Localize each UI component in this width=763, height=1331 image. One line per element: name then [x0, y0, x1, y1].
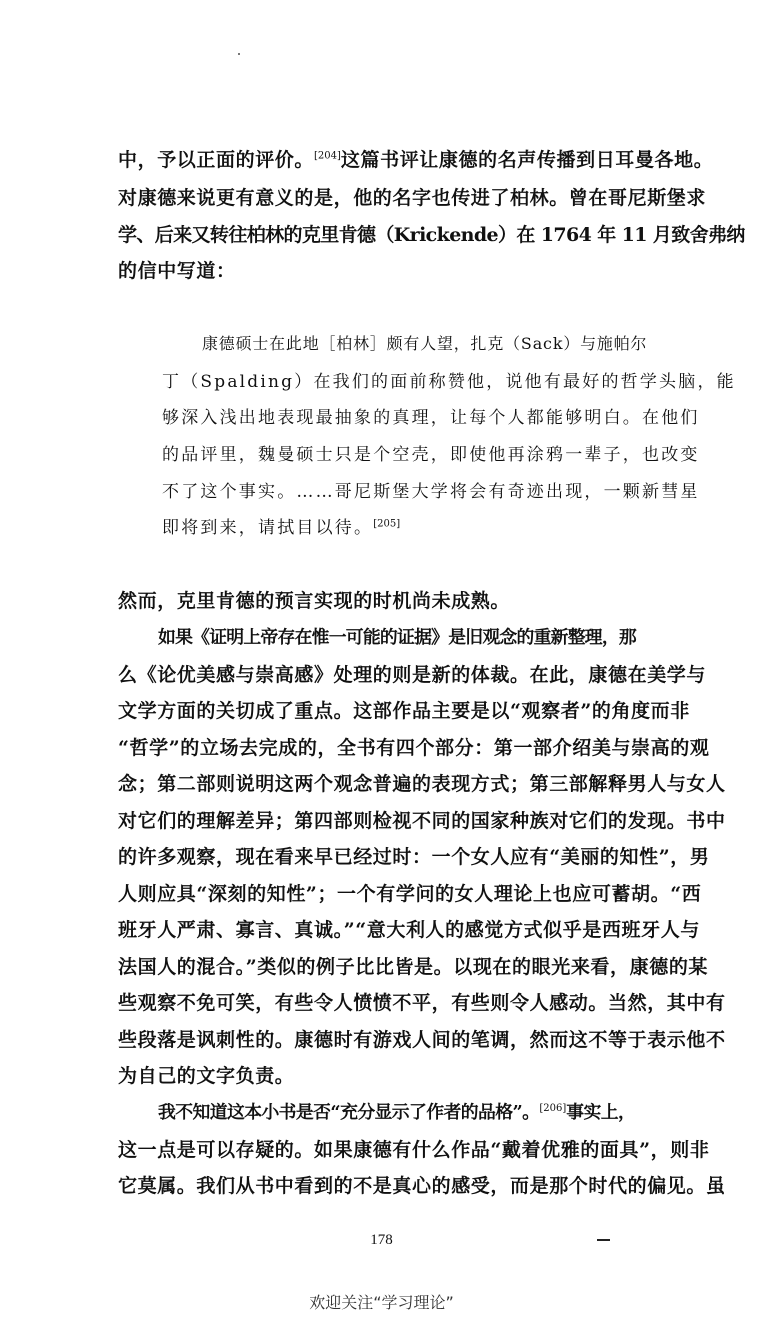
paragraph-3-line-5: 念；第二部则说明这两个观念普遍的表现方式；第三部解释男人与女人 — [118, 773, 726, 795]
paragraph-3-line-4: “哲学”的立场去完成的，全书有四个部分：第一部介绍美与崇高的观 — [118, 737, 710, 759]
paragraph-1-line-1 — [118, 148, 743, 172]
footnote-ref-206: [206] — [539, 1103, 567, 1115]
footnote-ref-205: [205] — [373, 518, 401, 530]
paragraph-3-line-9: 班牙人严肃、寡言、真诚。”“意大利人的感觉方式似乎是西班牙人与 — [118, 919, 700, 941]
paragraph-3-line-6: 对它们的理解差异；第四部则检视不同的国家种族对它们的发现。书中 — [118, 810, 726, 832]
footer-watermark-text: 欢迎关注“学习理论” — [309, 1293, 454, 1312]
text-segment: 事实上， — [566, 1102, 636, 1123]
quote-line-1: 康德硕士在此地［柏林］颇有人望，扎克（Sack）与施帕尔 — [202, 334, 648, 353]
text-segment: 我不知道这本小书是否“充分显示了作者的品格”。 — [158, 1102, 540, 1123]
quote-line-3: 够深入浅出地表现最抽象的真理，让每个人都能够明白。在他们 — [162, 408, 700, 428]
paragraph-4-line-3: 它莫属。我们从书中看到的不是真心的感受，而是那个时代的偏见。虽 — [118, 1175, 726, 1197]
text-segment: 中，予以正面的评价。 — [118, 149, 315, 171]
paragraph-3-line-3: 文学方面的关切成了重点。这部作品主要是以“观察者”的角度而非 — [118, 700, 690, 722]
paragraph-1-line-2: 对康德来说更有意义的是，他的名字也传进了柏林。曾在哥尼斯堡求 — [118, 187, 707, 209]
quote-line-6 — [162, 516, 742, 540]
paragraph-3-line-11: 些观察不免可笑，有些令人愤愤不平，有些则令人感动。当然，其中有 — [118, 992, 726, 1014]
paragraph-4-line-1 — [158, 1101, 763, 1125]
quote-line-4: 的品评里，魏曼硕士只是个空壳，即使他再涂鸦一辈子，也改变 — [162, 445, 700, 465]
paragraph-3-line-13: 为自己的文字负责。 — [118, 1065, 295, 1087]
paragraph-1-line-4: 的信中写道： — [118, 260, 236, 282]
text-segment: 即将到来，请拭目以待。 — [162, 518, 374, 538]
paragraph-3-line-8: 人则应具“深刻的知性”；一个有学问的女人理论上也应可蓄胡。“西 — [118, 883, 702, 905]
paragraph-3-line-2: 么《论优美感与崇高感》处理的则是新的体裁。在此，康德在美学与 — [118, 664, 707, 686]
paragraph-3-line-7: 的许多观察，现在看来早已经过时：一个女人应有“美丽的知性”，男 — [118, 846, 710, 868]
text-segment: 这篇书评让康德的名声传播到日耳曼各地。 — [340, 149, 714, 171]
paragraph-3-line-1: 如果《证明上帝存在惟一可能的证据》是旧观念的重新整理，那 — [158, 627, 636, 648]
paragraph-1-line-3: 学、后来又转往柏林的克里肯德（Krickende）在 1764 年 11 月致舍弗纳 — [118, 224, 745, 246]
paragraph-2-line-1: 然而，克里肯德的预言实现的时机尚未成熟。 — [118, 590, 511, 612]
paragraph-4-line-2: 这一点是可以存疑的。如果康德有什么作品“戴着优雅的面具”，则非 — [118, 1139, 710, 1161]
quote-line-2: 丁（Spalding）在我们的面前称赞他，说他有最好的哲学头脑，能 — [162, 372, 736, 392]
scan-speck — [238, 53, 240, 55]
footnote-ref-204: [204] — [314, 150, 341, 162]
paragraph-3-line-10: 法国人的混合。”类似的例子比比皆是。以现在的眼光来看，康德的某 — [118, 956, 709, 978]
page-number: 178 — [370, 1232, 393, 1248]
quote-line-5: 不了这个事实。……哥尼斯堡大学将会有奇迹出现，一颗新彗星 — [162, 482, 700, 502]
paragraph-3-line-12: 些段落是讽刺性的。康德时有游戏人间的笔调，然而这不等于表示他不 — [118, 1029, 726, 1051]
scan-dash-mark — [597, 1239, 610, 1241]
